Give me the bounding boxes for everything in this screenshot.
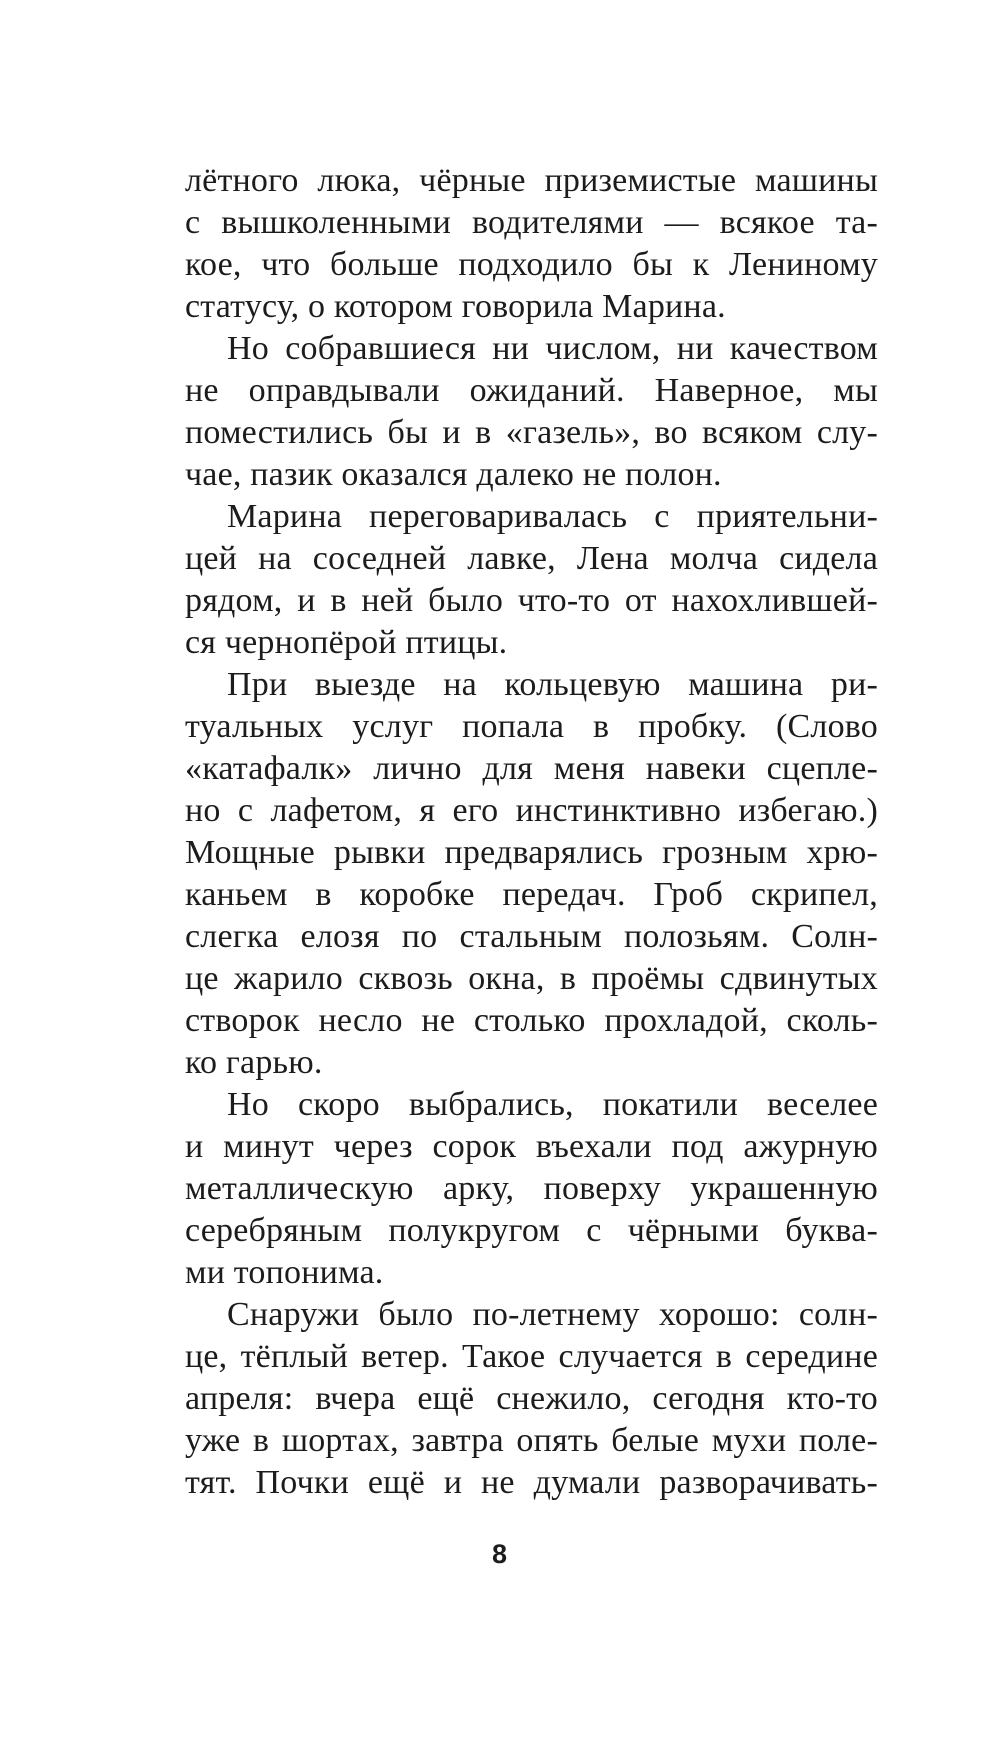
text-line: це жарило сквозь окна, в проёмы сдвинутых bbox=[185, 960, 878, 997]
text-line: чае, пазик оказался далеко не полон. bbox=[185, 456, 722, 493]
text-line: лётного люка, чёрные приземистые машины bbox=[185, 162, 878, 199]
text-line: ся чернопёрой птицы. bbox=[185, 624, 508, 661]
text-line: металлическую арку, поверху украшенную bbox=[185, 1170, 878, 1207]
text-line: поместились бы и в «газель», во всяком слу- bbox=[185, 414, 878, 451]
text-line: тят. Почки ещё и не думали разворачивать- bbox=[185, 1464, 878, 1501]
text-line: не оправдывали ожиданий. Наверное, мы bbox=[185, 372, 878, 409]
text-line: цей на соседней лавке, Лена молча сидела bbox=[185, 540, 878, 577]
text-line: ми топонима. bbox=[185, 1254, 384, 1291]
text-line: Мощные рывки предварялись грозным хрю- bbox=[185, 834, 878, 871]
text-line: «катафалк» лично для меня навеки сцепле- bbox=[185, 750, 878, 787]
text-line: и минут через сорок въехали под ажурную bbox=[185, 1128, 878, 1165]
paragraph-start-line: Снаружи было по-летнему хорошо: солн- bbox=[227, 1296, 878, 1333]
text-line: серебряным полукругом с чёрными буква- bbox=[185, 1212, 878, 1249]
text-line: с вышколенными водителями — всякое та- bbox=[185, 204, 878, 241]
text-line: слегка елозя по стальным полозьям. Солн- bbox=[185, 918, 878, 955]
text-line: кое, что больше подходило бы к Лениному bbox=[185, 246, 878, 283]
paragraph-start-line: Но скоро выбрались, покатили веселее bbox=[227, 1086, 878, 1123]
text-line: створок несло не столько прохладой, сколь- bbox=[185, 1002, 878, 1039]
text-line: но с лафетом, я его инстинктивно избегаю.) bbox=[185, 792, 878, 829]
text-line: каньем в коробке передач. Гроб скрипел, bbox=[185, 876, 878, 913]
text-line: рядом, и в ней было что-то от нахохлившей- bbox=[185, 582, 878, 619]
text-line: це, тёплый ветер. Такое случается в середине bbox=[185, 1338, 878, 1375]
text-line: статусу, о котором говорила Марина. bbox=[185, 288, 726, 325]
page-number: 8 bbox=[491, 1539, 508, 1569]
body-text bbox=[185, 160, 878, 1504]
paragraph-start-line: При выезде на кольцевую машина ри- bbox=[227, 666, 878, 703]
text-line: ко гарью. bbox=[185, 1044, 323, 1081]
paragraph-start-line: Но собравшиеся ни числом, ни качеством bbox=[227, 330, 878, 367]
text-line: туальных услуг попала в пробку. (Слово bbox=[185, 708, 878, 745]
text-line: уже в шортах, завтра опять белые мухи поле- bbox=[185, 1422, 878, 1459]
text-line: апреля: вчера ещё снежило, сегодня кто-то bbox=[185, 1380, 878, 1417]
paragraph-start-line: Марина переговаривалась с приятельни- bbox=[227, 498, 878, 535]
